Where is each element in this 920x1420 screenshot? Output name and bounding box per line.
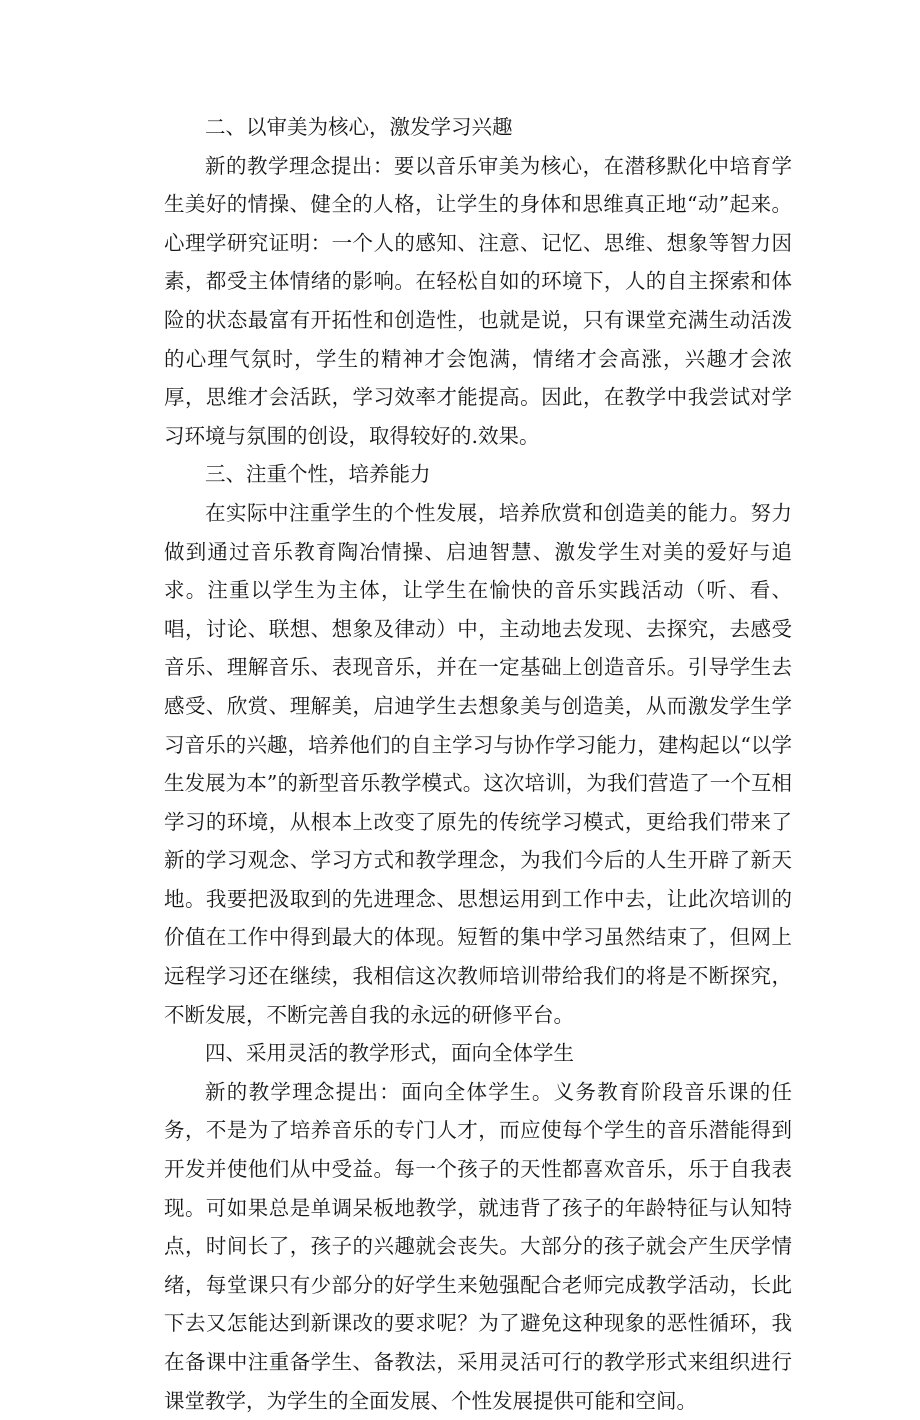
document-body (164, 108, 792, 1420)
section-heading-aesthetics: 二、以审美为核心，激发学习兴趣 (205, 115, 513, 139)
paragraph-aesthetics: 新的教学理念提出：要以音乐审美为核心，在潜移默化中培育学生美好的情操、健全的人格，让学生的身体和思维真正地“动”起来。心理学研究证明：一个人的感知、注意、记忆、思维、想象等智力因素，都受主体情绪的影响。在轻松自如的环境下，人的自主探索和体险的状态最富有开拓性和创造性，也就是说，只有课堂充满生动活泼的心理气氛时，学生的精神才会饱满，情绪才会高涨，兴趣才会浓厚，思维才会活跃，学习效率才能提高。因此，在教学中我尝试对学习环境与氛围的创设，取得较好的.效果。 (164, 153, 792, 448)
paragraph-teaching-forms: 新的教学理念提出：面向全体学生。义务教育阶段音乐课的任务，不是为了培养音乐的专门人才，而应使每个学生的音乐潜能得到开发并使他们从中受益。每一个孩子的天性都喜欢音乐，乐于自我表现。可如果总是单调呆板地教学，就违背了孩子的年龄特征与认知特点，时间长了，孩子的兴趣就会丧失。大部分的孩子就会产生厌学情绪，每堂课只有少部分的好学生来勉强配合老师完成教学活动，长此下去又怎能达到新课改的要求呢？为了避免这种现象的恶性循环，我在备课中注重备学生、备教法，采用灵活可行的教学形式来组织进行课堂教学，为学生的全面发展、个性发展提供可能和空间。 (164, 1079, 792, 1413)
section-heading-individuality: 三、注重个性，培养能力 (205, 462, 431, 487)
section-heading-teaching-forms: 四、采用灵活的教学形式，面向全体学生 (205, 1041, 574, 1066)
paragraph-individuality: 在实际中注重学生的个性发展，培养欣赏和创造美的能力。努力做到通过音乐教育陶冶情操、启迪智慧、激发学生对美的爱好与追求。注重以学生为主体，让学生在愉快的音乐实践活动（听、看、唱，讨论、联想、想象及律动）中，主动地去发现、去探究，去感受音乐、理解音乐、表现音乐，并在一定基础上创造音乐。引导学生去感受、欣赏、理解美，启迪学生去想象美与创造美，从而激发学生学习音乐的兴趣，培养他们的自主学习与协作学习能力，建构起以“以学生发展为本”的新型音乐教学模式。这次培训，为我们营造了一个互相学习的环境，从根本上改变了原先的传统学习模式，更给我们带来了新的学习观念、学习方式和教学理念，为我们今后的人生开辟了新天地。我要把汲取到的先进理念、思想运用到工作中去，让此次培训的价值在工作中得到最大的体现。短暂的集中学习虽然结束了，但网上远程学习还在继续，我相信这次教师培训带给我们的将是不断探究，不断发展，不断完善自我的永远的研修平台。 (164, 500, 792, 1027)
